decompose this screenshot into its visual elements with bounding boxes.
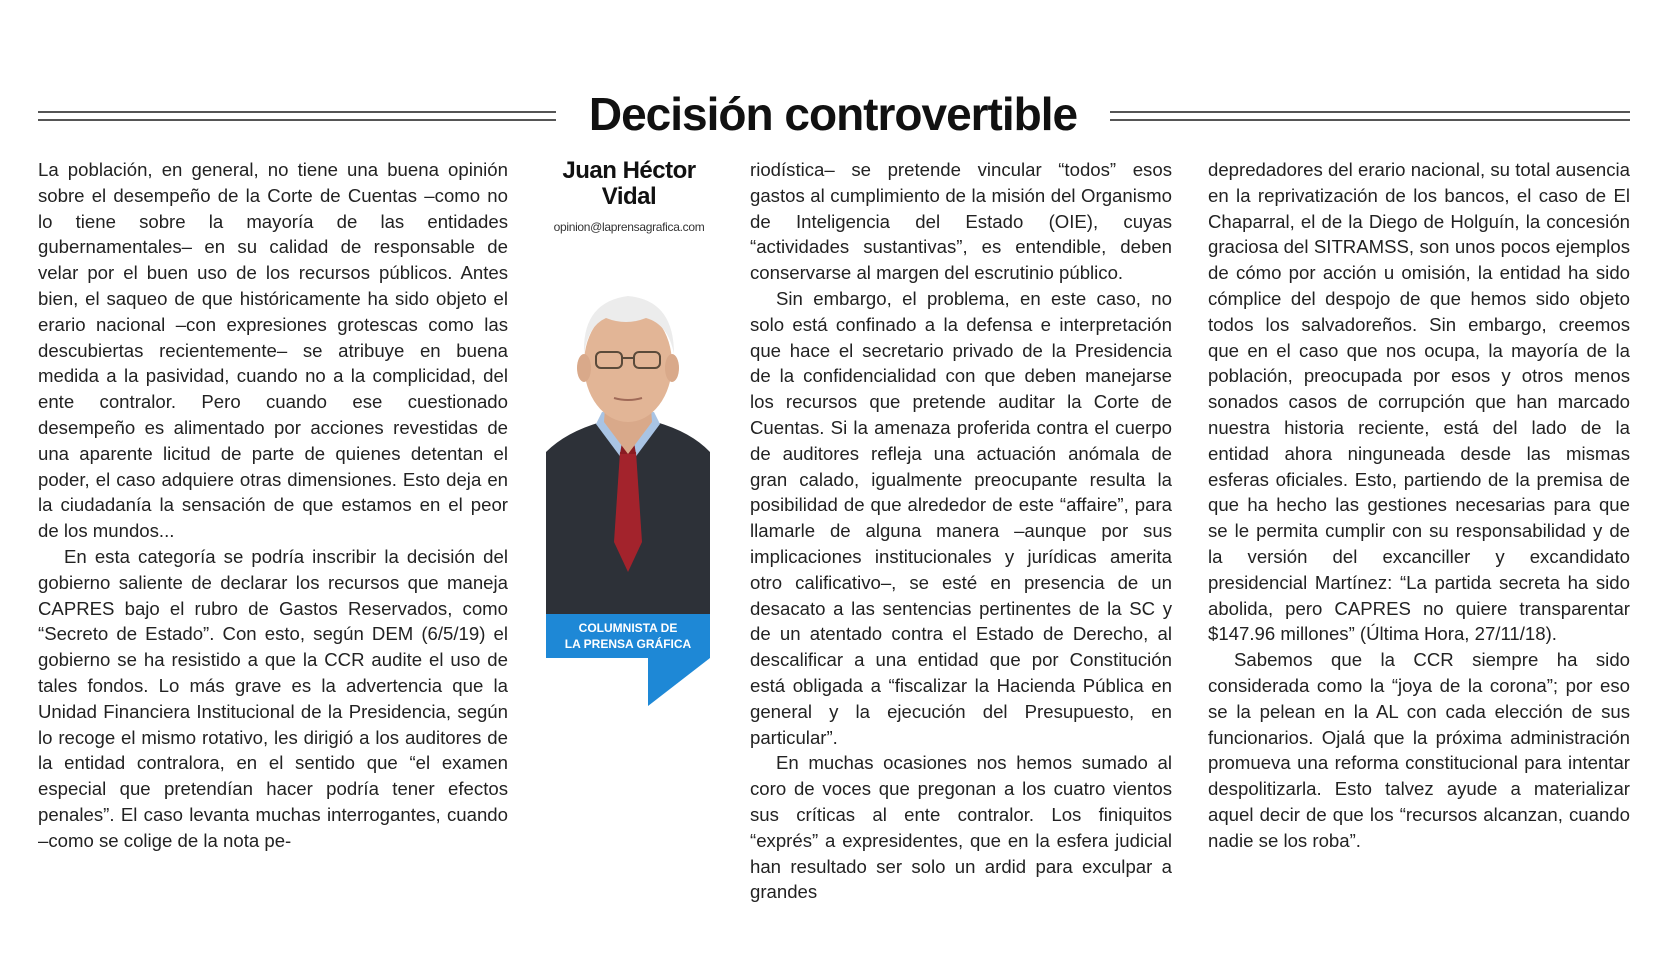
headline: Decisión controvertible <box>588 88 1078 140</box>
paragraph: En esta categoría se podría inscribir la decisión del gobierno saliente de declarar los recursos que maneja CAPRES bajo el rubro de Gastos Reservados, como “Secreto de Estado”. Con esto, según DEM (6/5/19) el gobierno se ha resistido a que la CCR audite el uso de tales fondos. Lo más grave es la advertencia que la Unidad Financiera Institucional de la Presidencia, según lo recoge el mismo rotativo, les dirigió a los auditores de la entidad contralora, en el sentido que “el examen especial que pretendían hacer podría tener efectos penales”. El caso levanta muchas interrogantes, cuando –como se colige de la nota pe- <box>38 545 508 851</box>
headline-rule-left <box>38 111 556 121</box>
author-email: opinion@laprensagrafica.com <box>553 220 705 234</box>
article-column-2 <box>750 157 1172 905</box>
paragraph: Sin embargo, el problema, en este caso, no solo está confinado a la defensa e interpretación que hace el secretario privado de la Presidencia de la confidencialidad con que deben manejarse los recursos que pretende auditar la Corte de Cuentas. Si la amenaza proferida contra el cuerpo de auditores refleja una actuación anómala de gran calado, igualmente preocupante resulta la posibilidad de que alrededor de este “affaire”, para llamarle de alguna manera –aunque por sus implicaciones institucionales y jurídicas amerita otro calificativo–, se esté en presencia de un desacato a las sentencias pertinentes de la SC y de un atentado contra el Estado de Derecho, al descalificar a una entidad que por Constitución está obligada a “fiscalizar la Hacienda Pública en general y la ejecución del Presupuesto, en particular”. <box>750 287 1172 748</box>
badge-pointer <box>648 658 710 706</box>
author-name-line1: Juan Héctor <box>562 157 696 184</box>
badge-line1: COLUMNISTA DE <box>578 621 678 635</box>
badge-line2: LA PRENSA GRÁFICA <box>564 637 692 651</box>
paragraph: depredadores del erario nacional, su total ausencia en la reprivatización de los bancos, el caso de El Chaparral, el de la Diego de Holguín, la concesión graciosa del SITRAMSS, son unos pocos ejemplos de cómo por acción u omisión, la entidad ha sido cómplice del despojo de que hemos sido objeto todos los salvadoreños. Sin embargo, creemos que en el caso que nos ocupa, la mayoría de la población, preocupada por esos y otros menos sonados casos de corrupción que han marcado nuestra historia reciente, está del lado de la entidad ahora ninguneada desde las mismas esferas oficiales. Esto, partiendo de la premisa de que ha hecho las gestiones necesarias para que se le permita cumplir con su responsabilidad y de la versión del excanciller y excandidato presidencial Martínez: “La partida secreta ha sido abolida, pero CAPRES no quiere transparentar $147.96 millones” (Última Hora, 27/11/18). <box>1208 159 1630 645</box>
columnist-badge <box>546 614 710 658</box>
paragraph: La población, en general, no tiene una buena opinión sobre el desempeño de la Corte de Cuentas –como no lo tiene sobre la mayoría de las entidades gubernamentales– en su calidad de responsable de velar por el buen uso de los recursos públicos. Antes bien, el saqueo de que históricamente ha sido objeto el erario nacional –con expresiones grotescas como las descubiertas recientemente– se atribuye en buena medida a la pasividad, cuando no a la complicidad, del ente contralor. Pero cuando ese cuestionado desempeño es alimentado por acciones revestidas de una aparente licitud de parte de quienes detentan el poder, el caso adquiere otras dimensiones. Esto deja en la ciudadanía la sensación de que estamos en el peor de los mundos... <box>38 159 508 542</box>
headline-rule-right <box>1110 111 1630 121</box>
article-column-3 <box>1208 157 1630 854</box>
author-photo <box>546 282 710 614</box>
article-column-1 <box>38 157 508 854</box>
paragraph: En muchas ocasiones nos hemos sumado al coro de voces que pregonan a los cuatro vientos sus críticas al ente contralor. Los finiquitos “exprés” a expresidentes, que en la esfera judicial han resultado ser solo un ardid para exculpar a grandes <box>750 752 1172 903</box>
author-name-line2: Vidal <box>601 183 657 210</box>
author-byline <box>548 158 710 234</box>
paragraph: riodística– se pretende vincular “todos” esos gastos al cumplimiento de la misión del Organismo de Inteligencia del Estado (OIE), cuyas “actividades sustantivas”, es entendible, deben conservarse al margen del escrutinio público. <box>750 159 1172 284</box>
paragraph: Sabemos que la CCR siempre ha sido considerada como la “joya de la corona”; por eso se la pelean en la AL con cada elección de sus funcionarios. Ojalá que la próxima administración promueva una reforma constitucional para intentar despolitizarla. Esto talvez ayude a materializar aquel decir de que los “recursos alcanzan, cuando nadie se los roba”. <box>1208 649 1630 851</box>
